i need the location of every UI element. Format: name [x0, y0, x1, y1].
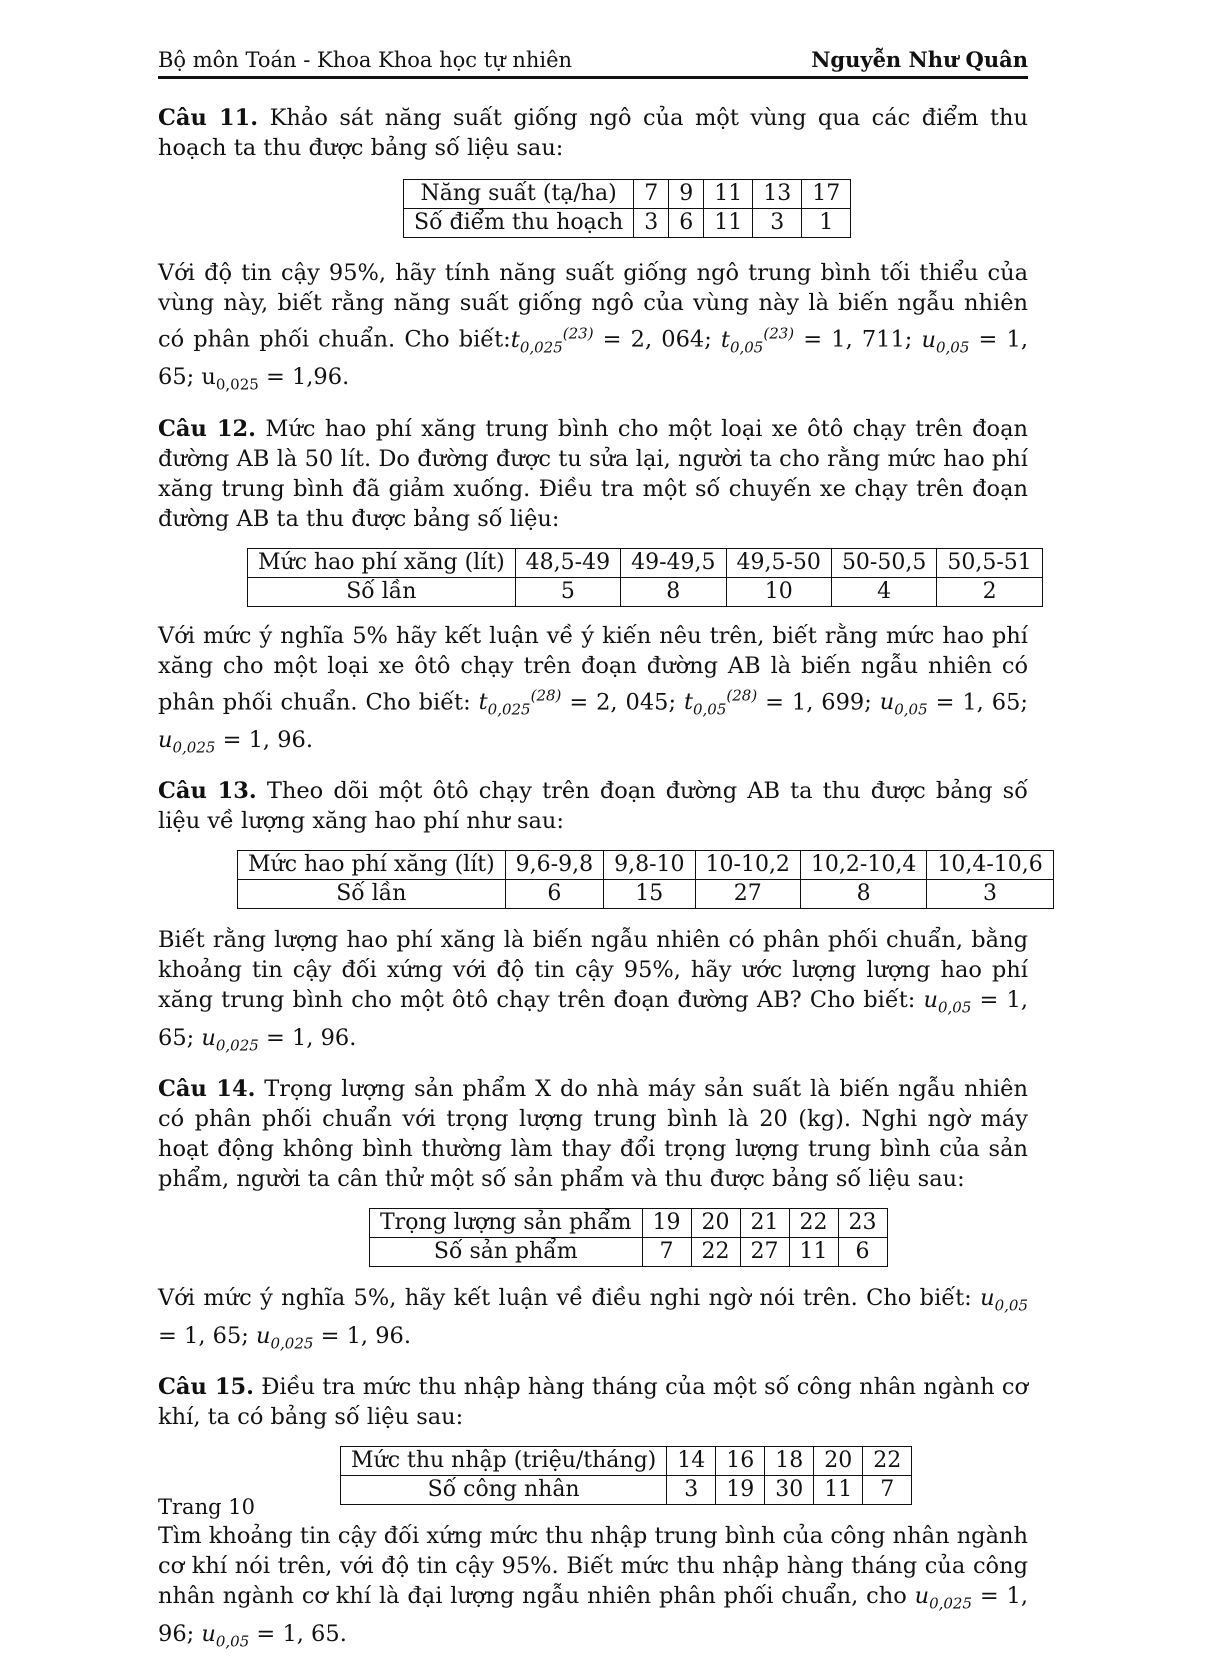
u-value: = 1, 65.	[249, 1620, 347, 1647]
question-15-intro: Điều tra mức thu nhập hàng tháng của một số công nhân ngành cơ khí, ta có bảng số liệu sau:	[158, 1374, 1028, 1430]
t-superscript: (23)	[763, 324, 795, 342]
question-15-label: Câu 15.	[158, 1374, 254, 1400]
table-cell: 17	[802, 180, 851, 209]
question-12-body: Với mức ý nghĩa 5% hãy kết luận về ý kiến nêu trên, biết rằng mức hao phí xăng cho một loại xe ôtô chạy trên đoạn đường AB là biến ngẫu nhiên có phân phối chuẩn. Cho biết: $t_{0,025}^{(28)} = 2$, 045; $t_{0,05}^{(28)} = 1$, 699; $u_{0,05} = 1$, 65; $u_{0,025} = 1$, 96.	[158, 622, 1028, 756]
table-row	[370, 1209, 888, 1238]
question-13	[158, 776, 1028, 836]
u-value: = 1, 96.	[215, 726, 314, 753]
table-cell: 3	[927, 880, 1053, 909]
question-11-text: Với độ tin cậy 95%, hãy tính năng suất giống ngô trung bình tối thiểu của vùng này, biết rằng năng suất giống ngô của vùng này là biến ngẫu nhiên có phân phối chuẩn. Cho biết:	[158, 260, 1028, 353]
t-subscript: 0,05	[693, 700, 727, 719]
question-14-label: Câu 14.	[158, 1076, 256, 1102]
t-superscript: (28)	[530, 686, 562, 705]
table-cell: 48,5-49	[515, 548, 620, 577]
table-cell: 6	[505, 880, 603, 909]
question-15-table	[340, 1446, 912, 1505]
u-subscript: 0,025	[270, 1334, 314, 1352]
t-value: = 1, 711;	[794, 326, 922, 353]
table-cell: 20	[814, 1447, 863, 1476]
table-cell: 27	[740, 1238, 789, 1267]
table-cell: 50-50,5	[831, 548, 936, 577]
t-superscript: (23)	[562, 324, 594, 342]
table-cell: 3	[667, 1476, 716, 1505]
question-11-label: Câu 11.	[158, 105, 259, 131]
table-cell: 15	[604, 880, 695, 909]
table-cell: 11	[814, 1476, 863, 1505]
table-row-head: Số lần	[238, 880, 506, 909]
table-cell: 49,5-50	[726, 548, 831, 577]
table-cell: 20	[691, 1209, 740, 1238]
question-14-table	[369, 1208, 888, 1267]
table-row	[238, 880, 1054, 909]
question-13-table	[237, 850, 1054, 909]
question-13-label: Câu 13.	[158, 778, 257, 804]
table-cell: 7	[863, 1476, 912, 1505]
question-11-body: Với độ tin cậy 95%, hãy tính năng suất giống ngô trung bình tối thiểu của vùng này, biết rằng năng suất giống ngô của vùng này là biến ngẫu nhiên có phân phối chuẩn. Cho $biết:t_{0,025}^{(23)} = 2$, 064; $t_{0,05}^{(23)} = 1$, 711; $u_{0,05} = 1$, 65; $u_{0,025} = 1,96$.	[158, 260, 1028, 394]
table-row-head: Số công nhân	[341, 1476, 667, 1505]
table-cell: 9,8-10	[604, 851, 695, 880]
question-13-text: Biết rằng lượng hao phí xăng là biến ngẫu nhiên có phân phối chuẩn, bằng khoảng tin cậy đối xứng với độ tin cậy 95%, hãy ước lượng lượng hao phí xăng trung bình cho một ôtô chạy trên đoạn đường AB? Cho biết:	[158, 927, 1028, 1013]
page	[158, 44, 1043, 1656]
t-value: = 2, 064;	[593, 326, 721, 353]
table-row-head: Mức thu nhập (triệu/tháng)	[341, 1447, 667, 1476]
table-cell: 2	[937, 577, 1042, 606]
table-row	[248, 577, 1043, 606]
table-cell: 6	[669, 209, 704, 238]
u-value: = 1, 96;	[158, 1583, 1028, 1647]
u-value: = 1, 96.	[258, 1024, 357, 1051]
question-11-table	[403, 179, 851, 238]
table-cell: 27	[695, 880, 800, 909]
t-value: = 2, 045;	[561, 689, 684, 715]
question-14-body: Với mức ý nghĩa 5%, hãy kết luận về điều nghi ngờ nói trên. Cho biết: $u_{0,05} = 1$, 65; $u_{0,025} = 1$, 96.	[158, 1285, 1028, 1352]
table-cell: 16	[716, 1447, 765, 1476]
u-subscript: 0,025	[215, 1036, 259, 1054]
u-subscript: 0,025	[172, 738, 216, 756]
table-row-head: Mức hao phí xăng (lít)	[238, 851, 506, 880]
header-department: Bộ môn Toán - Khoa Khoa học tự nhiên	[158, 48, 573, 72]
table-row-head: Mức hao phí xăng (lít)	[248, 548, 516, 577]
table-cell: 8	[621, 577, 726, 606]
table-row	[341, 1447, 912, 1476]
question-12-intro: Mức hao phí xăng trung bình cho một loại xe ôtô chạy trên đoạn đường AB là 50 lít. Do đường được tu sửa lại, người ta cho rằng mức hao phí xăng trung bình đã giảm xuống. Điều tra một số chuyến xe chạy trên đoạn đường AB ta thu được bảng số liệu:	[158, 415, 1028, 532]
u-value: = 1, 65; u	[158, 326, 1028, 390]
table-cell: 10,2-10,4	[800, 851, 926, 880]
t-subscript: 0,05	[729, 338, 764, 356]
table-row-head: Trọng lượng sản phẩm	[370, 1209, 643, 1238]
table-row	[404, 180, 851, 209]
table-row	[248, 548, 1043, 577]
table-cell: 13	[753, 180, 802, 209]
table-cell: 3	[634, 209, 669, 238]
t-value: = 1, 699;	[757, 689, 880, 715]
table-cell: 22	[789, 1209, 838, 1238]
table-cell: 1	[802, 209, 851, 238]
question-14-intro: Trọng lượng sản phẩm X do nhà máy sản suất là biến ngẫu nhiên có phân phối chuẩn với trọng lượng trung bình là 20 (kg). Nghi ngờ máy hoạt động không bình thường làm thay đổi trọng lượng trung bình của sản phẩm, người ta cân thử một số sản phẩm và thu được bảng số liệu sau:	[158, 1076, 1028, 1192]
table-row-head: Số điểm thu hoạch	[404, 209, 634, 238]
table-cell: 19	[716, 1476, 765, 1505]
u-value: = 1, 96.	[313, 1322, 412, 1349]
table-cell: 11	[704, 180, 753, 209]
table-cell: 18	[765, 1447, 814, 1476]
table-cell: 6	[838, 1238, 887, 1267]
question-13-body: Biết rằng lượng hao phí xăng là biến ngẫu nhiên có phân phối chuẩn, bằng khoảng tin cậy đối xứng với độ tin cậy 95%, hãy ước lượng lượng hao phí xăng trung bình cho một ôtô chạy trên đoạn đường AB? Cho biết: $u_{0,05} = 1$, 65; $u_{0,025} = 1$, 96.	[158, 927, 1029, 1054]
table-cell: 10,4-10,6	[927, 851, 1053, 880]
table-cell: 10-10,2	[695, 851, 800, 880]
table-row-head: Năng suất (tạ/ha)	[404, 180, 634, 209]
u-subscript: 0,025	[929, 1594, 973, 1613]
table-cell: 7	[642, 1238, 691, 1267]
table-cell: 9	[669, 180, 704, 209]
table-row	[238, 851, 1054, 880]
question-12-table	[247, 548, 1043, 607]
question-11-intro: Khảo sát năng suất giống ngô của một vùng qua các điểm thu hoạch ta thu được bảng số liệu sau:	[158, 105, 1029, 161]
u-subscript: 0,05	[936, 338, 970, 356]
table-cell: 11	[789, 1238, 838, 1267]
table-cell: 9,6-9,8	[505, 851, 603, 880]
table-cell: 4	[831, 577, 936, 606]
question-12	[158, 414, 1028, 534]
table-cell: 10	[726, 577, 831, 606]
u-subscript: 0,05	[894, 700, 928, 719]
page-number: Trang 10	[158, 1495, 255, 1519]
u-value: = 1, 65;	[158, 1322, 256, 1349]
table-cell: 30	[765, 1476, 814, 1505]
header-author: Nguyễn Như Quân	[811, 47, 1028, 72]
question-14-text: Với mức ý nghĩa 5%, hãy kết luận về điều nghi ngờ nói trên. Cho biết:	[158, 1285, 981, 1311]
question-12-label: Câu 12.	[158, 415, 257, 442]
table-row	[404, 209, 851, 238]
page-header	[158, 44, 1028, 79]
u-subscript: 0,05	[938, 998, 972, 1017]
table-cell: 11	[704, 209, 753, 238]
table-cell: 50,5-51	[937, 548, 1042, 577]
table-cell: 21	[740, 1209, 789, 1238]
question-15-text: Tìm khoảng tin cậy đối xứng mức thu nhập trung bình của công nhân ngành cơ khí nói trên, với độ tin cậy 95%. Biết mức thu nhập hàng tháng của công nhân ngành cơ khí là đại lượng ngẫu nhiên phân phối chuẩn, cho	[158, 1523, 1028, 1609]
u-subscript: 0,05	[994, 1296, 1028, 1315]
question-15-body: Tìm khoảng tin cậy đối xứng mức thu nhập trung bình của công nhân ngành cơ khí nói trên, với độ tin cậy 95%. Biết mức thu nhập hàng tháng của công nhân ngành cơ khí là đại lượng ngẫu nhiên phân phối chuẩn, cho $u_{0,025} = 1$, 96; $u_{0,05} = 1$, 65.	[158, 1523, 1028, 1650]
table-cell: 7	[634, 180, 669, 209]
t-subscript: 0,025	[519, 338, 563, 356]
table-cell: 22	[691, 1238, 740, 1267]
t-superscript: (28)	[726, 686, 758, 705]
t-subscript: 0,025	[487, 700, 531, 719]
table-cell: 19	[642, 1209, 691, 1238]
table-cell: 14	[667, 1447, 716, 1476]
question-12-text: Với mức ý nghĩa 5% hãy kết luận về ý kiến nêu trên, biết rằng mức hao phí xăng cho một loại xe ôtô chạy trên đoạn đường AB là biến ngẫu nhiên có phân phối chuẩn. Cho biết:	[158, 622, 1028, 715]
u-value: = 1,96.	[258, 364, 350, 390]
table-row	[341, 1476, 912, 1505]
u-subscript: 0,025	[215, 375, 259, 394]
table-cell: 49-49,5	[621, 548, 726, 577]
u-subscript: 0,05	[215, 1632, 250, 1650]
table-cell: 5	[515, 577, 620, 606]
question-14	[158, 1074, 1028, 1194]
table-cell: 8	[800, 880, 926, 909]
u-value: = 1, 65;	[927, 689, 1028, 715]
table-row	[370, 1238, 888, 1267]
question-13-intro: Theo dõi một ôtô chạy trên đoạn đường AB ta thu được bảng số liệu về lượng xăng hao phí như sau:	[158, 778, 1028, 834]
question-11	[158, 103, 1028, 163]
u-value: = 1, 65;	[158, 987, 1029, 1051]
table-cell: 22	[863, 1447, 912, 1476]
table-cell: 23	[838, 1209, 887, 1238]
table-row-head: Số lần	[248, 577, 516, 606]
question-15	[158, 1372, 1028, 1432]
table-row-head: Số sản phẩm	[370, 1238, 643, 1267]
table-cell: 3	[753, 209, 802, 238]
